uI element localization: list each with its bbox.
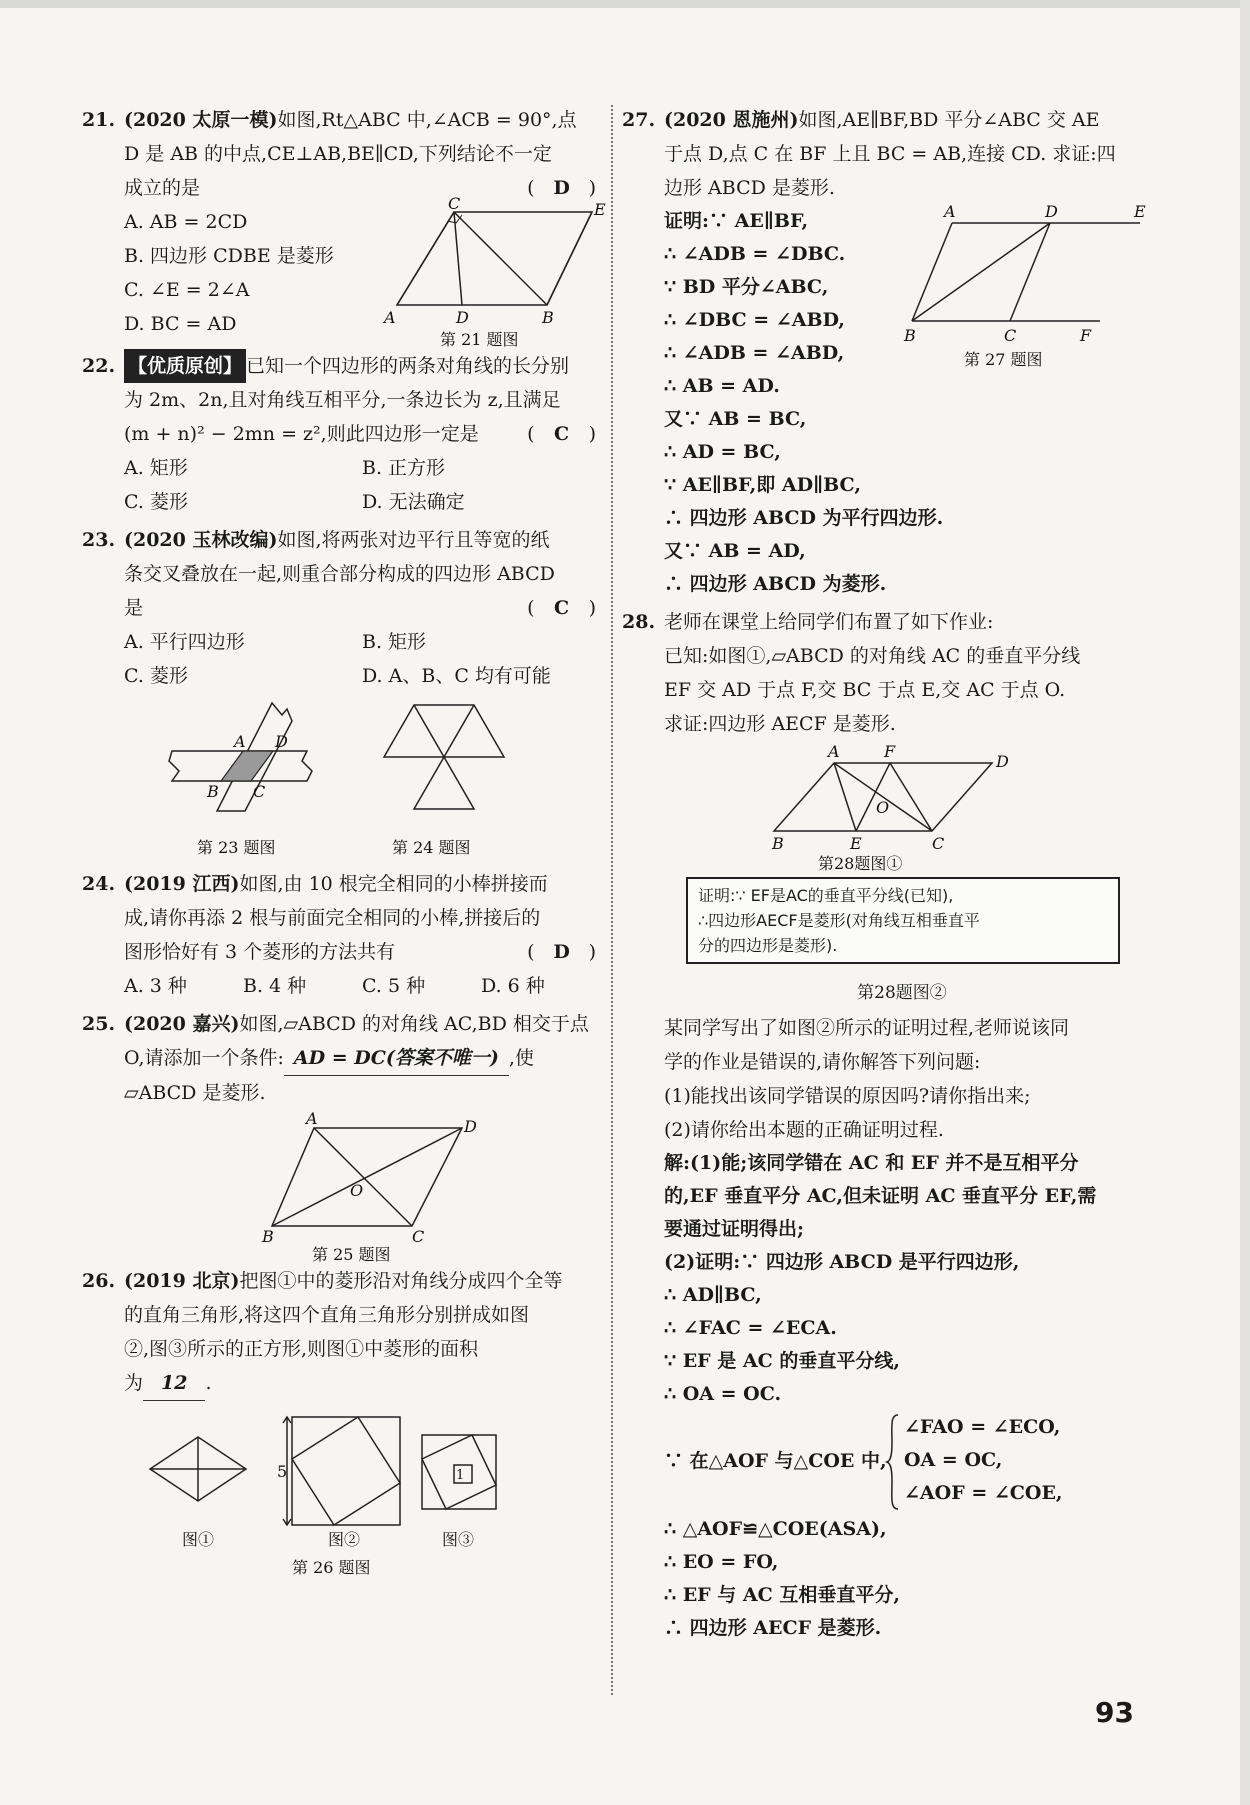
figure-28-1 [772,743,1032,871]
option-a: A. 平行四边形 [124,631,245,653]
left-column [82,103,606,1583]
label-e: E [594,200,606,219]
question-number: 24. [82,873,116,895]
solution-line: ∴ △AOF≌△COE(ASA), [664,1518,887,1540]
brace-line: OA = OC, [904,1449,1003,1471]
option-c: C. 菱形 [124,491,188,513]
sub-question-2: (2)请你给出本题的正确证明过程. [664,1119,944,1141]
figure-caption: 第 27 题图 [964,350,1043,369]
question-text: 是 [124,597,144,619]
answer: C [554,423,570,445]
question-text: 如图,▱ABCD 的对角线 AC,BD 相交于点 [239,1013,589,1035]
label-o: O [876,798,890,817]
question-21 [82,103,606,349]
box-line: ∴四边形AECF是菱形(对角线互相垂直平 [698,911,980,930]
option-c: C. 5 种 [362,975,426,997]
figure-21 [382,194,606,349]
question-source: (2019 北京) [124,1270,240,1292]
question-number: 25. [82,1013,116,1035]
proof-line: ∴ 四边形 ABCD 为平行四边形. [664,507,944,529]
label-b: B [904,326,916,345]
option-c: C. 菱形 [124,665,188,687]
question-text: 的直角三角形,将这四个直角三角形分别拼成如图 [124,1304,530,1326]
fill-answer: 12 [143,1366,205,1401]
question-text: 把图①中的菱形沿对角线分成四个全等 [239,1270,563,1292]
proof-line: 又∵ AB = BC, [664,408,807,430]
question-26 [82,1264,600,1579]
label-d: D [275,732,288,751]
option-a: A. 3 种 [124,975,187,997]
option-d: D. BC = AD [124,313,237,335]
proof-line: ∵ AE∥BF,即 AD∥BC, [664,474,861,496]
figure-caption: 第 24 题图 [392,838,471,857]
label-d: D [464,1117,477,1136]
brace-line: ∠AOF = ∠COE, [904,1482,1063,1504]
question-text: 如图,由 10 根完全相同的小棒拼接而 [239,873,548,895]
column-divider [611,105,613,1695]
figure-27 [900,203,1160,373]
original-tag: 【优质原创】 [124,349,246,383]
question-text: . [205,1372,212,1394]
proof-line: 证明:∵ AE∥BF, [664,210,809,232]
answer-bracket: ( C ) [527,417,596,451]
solution-line: (2)证明:∵ 四边形 ABCD 是平行四边形, [664,1251,1020,1273]
question-text: D 是 AB 的中点,CE⊥AB,BE∥CD,下列结论不一定 [124,143,552,165]
question-text: 为 2m、2n,且对角线互相平分,一条边长为 z,且满足 [124,389,561,411]
label-d: D [996,752,1009,771]
proof-line: ∵ BD 平分∠ABC, [664,276,829,298]
fig-label-3: 图③ [442,1530,475,1549]
label-b: B [772,834,784,853]
solution-line: ∴ OA = OC. [664,1383,782,1405]
question-number: 23. [82,529,116,551]
solution-line: ∵ 在△AOF 与△COE 中, [664,1450,887,1472]
proof-line: 又∵ AB = AD, [664,540,806,562]
figure-23 [167,701,337,861]
solution-line: ∴ ∠FAC = ∠ECA. [664,1317,837,1339]
question-source: (2020 玉林改编) [124,529,278,551]
question-source: (2020 嘉兴) [124,1013,240,1035]
option-d: D. 无法确定 [362,491,465,513]
label-d: D [1045,202,1058,221]
solution-28 [622,1147,1182,1645]
question-text: O,请添加一个条件: [124,1047,284,1069]
solution-line: ∵ EF 是 AC 的垂直平分线, [664,1350,900,1372]
label-c: C [448,194,461,213]
option-b: B. 正方形 [362,457,446,479]
question-source: (2019 江西) [124,873,240,895]
box-line: 证明:∵ EF是AC的垂直平分线(已知), [698,886,954,905]
figure-caption: 第28题图② [857,983,947,1003]
question-number: 27. [622,109,656,131]
question-text: 如图,将两张对边平行且等宽的纸 [277,529,550,551]
option-a: A. 矩形 [124,457,188,479]
question-text: 某同学写出了如图②所示的证明过程,老师说该同 [664,1017,1070,1039]
label-a: A [234,732,246,751]
label-a: A [828,742,840,761]
answer: D [553,941,570,963]
sub-question-1: (1)能找出该同学错误的原因吗?请你指出来; [664,1085,1031,1107]
page-right-edge [1240,0,1250,1805]
question-text: ,使 [508,1047,534,1069]
question-text: 成立的是 [124,177,201,199]
label-e: E [1134,202,1146,221]
figure-25 [262,1109,482,1264]
answer-bracket: ( D ) [527,171,596,205]
option-b: B. 矩形 [362,631,427,653]
label-b: B [542,308,554,327]
fig26-square-2 [292,1417,400,1525]
question-24 [82,867,600,1003]
question-text: 如图,Rt△ABC 中,∠ACB = 90°,点 [277,109,577,131]
question-number: 22. [82,355,116,377]
label-c: C [412,1227,425,1246]
answer-bracket: ( C ) [527,591,596,625]
question-text: (m + n)² − 2mn = z²,则此四边形一定是 [124,423,479,445]
question-number: 26. [82,1270,116,1292]
question-text: 条交叉叠放在一起,则重合部分构成的四边形 ABCD [124,563,555,585]
label-e: E [850,834,862,853]
answer: C [554,597,570,619]
question-text: 老师在课堂上给同学们布置了如下作业: [664,611,994,633]
figure-caption: 第 23 题图 [197,838,276,857]
figure-24 [372,701,522,861]
label-a: A [944,202,956,221]
proof-line: ∴ ∠DBC = ∠ABD, [664,309,845,331]
solution-line: ∴ EF 与 AC 互相垂直平分, [664,1584,900,1606]
label-a: A [384,308,396,327]
dim-1: 1 [456,1468,465,1483]
proof-line: ∴ ∠ADB = ∠DBC. [664,243,846,265]
page-top-edge [0,0,1250,8]
question-25 [82,1007,600,1264]
question-number: 28. [622,611,656,633]
question-text: 为 [124,1372,144,1394]
brace-line: ∠FAO = ∠ECO, [904,1416,1061,1438]
answer: D [553,177,570,199]
question-source: (2020 恩施州) [664,109,799,131]
label-a: A [306,1109,318,1128]
question-text: 如图,AE∥BF,BD 平分∠ABC 交 AE [798,109,1100,131]
right-column [622,103,1182,1649]
question-number: 21. [82,109,116,131]
solution-line: 的,EF 垂直平分 AC,但未证明 AC 垂直平分 EF,需 [664,1185,1097,1207]
label-d: D [456,308,469,327]
label-b: B [207,782,219,801]
question-text: 已知一个四边形的两条对角线的长分别 [246,355,570,377]
answer-bracket: ( D ) [527,935,596,969]
question-text: 于点 D,点 C 在 BF 上且 BC = AB,连接 CD. 求证:四 [664,143,1116,165]
question-22 [82,349,600,519]
question-28 [622,605,1182,1645]
figure-caption: 第 26 题图 [292,1558,371,1577]
proof-line: ∴ 四边形 ABCD 为菱形. [664,573,887,595]
solution-line: ∴ AD∥BC, [664,1284,762,1306]
page-number: 93 [1095,1696,1134,1729]
label-o: O [350,1181,364,1200]
brace-icon [886,1413,900,1511]
option-c: C. ∠E = 2∠A [124,279,250,301]
question-text: EF 交 AD 于点 F,交 BC 于点 E,交 AC 于点 O. [664,679,1066,701]
option-a: A. AB = 2CD [124,211,248,233]
proof-line: ∴ AB = AD. [664,375,780,397]
proof-line: ∴ ∠ADB = ∠ABD, [664,342,845,364]
option-b: B. 四边形 CDBE 是菱形 [124,245,334,267]
label-b: B [262,1227,274,1246]
solution-line: 要通过证明得出; [664,1218,805,1240]
label-c: C [932,834,945,853]
label-f: F [884,742,896,761]
figure-26 [142,1407,542,1583]
box-line: 分的四边形是菱形). [698,936,838,955]
student-proof-box [686,877,1120,964]
proof-line: ∴ AD = BC, [664,441,781,463]
option-d: D. A、B、C 均有可能 [362,665,551,687]
question-source: (2020 太原一模) [124,109,278,131]
label-c: C [253,782,266,801]
question-text: 求证:四边形 AECF 是菱形. [664,713,896,735]
dim-5: 5 [277,1462,288,1481]
option-d: D. 6 种 [481,975,545,997]
congruence-conditions [664,1411,1182,1513]
question-text: ▱ABCD 是菱形. [124,1082,266,1104]
option-b: B. 4 种 [243,975,307,997]
question-text: 图形恰好有 3 个菱形的方法共有 [124,941,396,963]
fig-label-2: 图② [328,1530,361,1549]
question-27 [622,103,1182,601]
label-c: C [1004,326,1017,345]
question-text: 成,请你再添 2 根与前面完全相同的小棒,拼接后的 [124,907,541,929]
question-text: ②,图③所示的正方形,则图①中菱形的面积 [124,1338,479,1360]
figure-caption: 第28题图① [818,854,903,873]
fill-answer: AD = DC(答案不唯一) [284,1041,509,1076]
fig23-overlap [221,751,273,781]
label-f: F [1080,326,1092,345]
fig21-cd [454,212,462,305]
question-text: 边形 ABCD 是菱形. [664,177,835,199]
solution-line: 解:(1)能;该同学错在 AC 和 EF 并不是互相平分 [664,1152,1079,1174]
fig-label-1: 图① [182,1530,215,1549]
question-text: 已知:如图①,▱ABCD 的对角线 AC 的垂直平分线 [664,645,1081,667]
figure-caption: 第 25 题图 [312,1245,391,1264]
figure-caption: 第 21 题图 [440,330,519,349]
solution-line: ∴ 四边形 AECF 是菱形. [664,1617,882,1639]
question-23 [82,523,600,863]
solution-line: ∴ EO = FO, [664,1551,779,1573]
question-text: 学的作业是错误的,请你解答下列问题: [664,1051,981,1073]
